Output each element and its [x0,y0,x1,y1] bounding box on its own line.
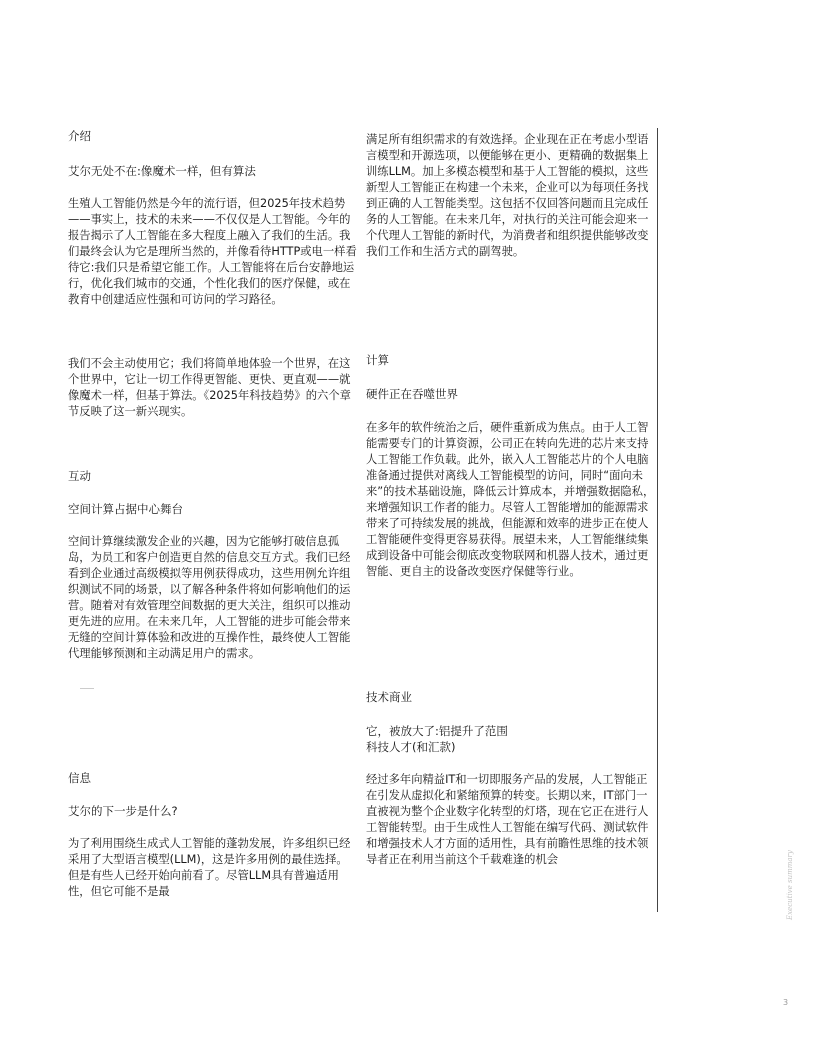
intro-para-1-wrap [68,196,358,308]
interaction-subheading: 空间计算占据中心舞台 [68,502,183,516]
biz-paragraph: 经过多年向精益IT和一切即服务产品的发展，人工智能正在引发从虚拟化和紧缩预算的转变。长期以来，IT部门一直被视为整个企业数字化转型的灯塔，现在它正在进行人工智能转型。由于生成性人工智能在编写代码、测试软件和增强技术人才方面的适用性，具有前瞻性思维的技术领导者正在利用当前这个千载难逢的机会 [366,773,649,866]
compute-paragraph: 在多年的软件统治之后，硬件重新成为焦点。由于人工智能需要专门的计算资源，公司正在转向先进的芯片来支持人工智能工作负载。此外，嵌入人工智能芯片的个人电脑准备通过提供对离线人工智能模型的访问，同时“面向未来”的技术基础设施，降低云计算成本，并增强数据隐私，来增强知识工作者的能力。尽管人工智能增加的能源需求带来了可持续发展的挑战，但能源和效率的进步正在使人工智能硬件变得更容易获得。展望未来，人工智能继续集成到设备中可能会彻底改变物联网和机器人技术，通过更智能、更自主的设备改变医疗保健等行业。 [366,421,655,578]
compute-heading: 计算 [366,353,389,367]
intro-paragraph-1: 生殖人工智能仍然是今年的流行语，但2025年技术趋势——事实上，技术的未来——不仅仅是人工智能。今年的报告揭示了人工智能在多大程度上融入了我们的生活。我们最终会认为它是理所当然的，并像看待HTTP或电一样看待它:我们只是希望它能工作。人工智能将在后台安静地运行，优化我们城市的交通，个性化我们的医疗保健，或在教育中创建适应性强和可访问的学习路径。 [68,197,357,306]
compute-para-wrap [366,420,656,580]
info-continued-wrap [366,132,656,260]
biz-section [366,689,656,705]
intro-para-2-wrap [68,356,358,420]
interaction-heading: 互动 [68,469,91,483]
intro-subheading-wrap [68,163,358,179]
intro-heading: 介绍 [68,129,91,143]
biz-subheading-wrap [366,723,656,755]
biz-heading: 技术商业 [366,690,412,704]
compute-subheading: 硬件正在吞噬世界 [366,387,458,401]
interaction-paragraph: 空间计算继续激发企业的兴趣，因为它能够打破信息孤岛，为员工和客户创造更自然的信息交互方式。我们已经看到企业通过高级模拟等用例获得成功，这些用例允许组织测试不同的场景，以了解各种条件将如何影响他们的运营。随着对有效管理空间数据的更大关注，组织可以推动更先进的应用。在未来几年，人工智能的进步可能会带来无缝的空间计算体验和改进的互操作性，最终使人工智能代理能够预测和主动满足用户的需求。 [68,535,351,660]
info-heading: 信息 [68,771,91,785]
interaction-para-wrap [68,534,358,662]
compute-subheading-wrap [366,386,656,402]
column-divider [657,128,658,912]
biz-para-wrap [366,772,656,868]
biz-subheading-2: 科技人才(和汇款) [366,740,456,754]
info-continued-paragraph: 满足所有组织需求的有效选择。企业现在正在考虑小型语言模型和开源选项，以便能够在更小、更精确的数据集上训练LLM。加上多模态模型和基于人工智能的模拟，这些新型人工智能正在构建一个未来，企业可以为每项任务找到正确的人工智能类型。这包括不仅回答问题而且完成任务的人工智能。在未来几年，对执行的关注可能会迎来一个代理人工智能的新时代，为消费者和组织提供能够改变我们工作和生活方式的副驾驶。 [366,133,649,258]
decorative-dash [80,688,94,689]
compute-section [366,352,656,368]
info-subheading: 艾尔的下一步是什么? [68,804,178,818]
side-running-text: Executive summary [786,850,794,920]
interaction-subheading-wrap [68,501,358,517]
intro-paragraph-2: 我们不会主动使用它；我们将简单地体验一个世界，在这个世界中，它让一切工作得更智能、更快、更直观——就像魔术一样，但基于算法。《2025年科技趋势》的六个章节反映了这一新兴现实。 [68,357,351,418]
intro-section [68,128,358,144]
intro-subheading: 艾尔无处不在:像魔术一样，但有算法 [68,164,256,178]
biz-subheading-1: 它，被放大了:铝提升了范围 [366,724,508,738]
interaction-section [68,468,358,484]
info-section [68,770,358,786]
info-para-wrap [68,836,358,900]
page-number: 3 [783,998,789,1007]
info-subheading-wrap [68,803,358,819]
info-paragraph: 为了利用围绕生成式人工智能的蓬勃发展，许多组织已经采用了大型语言模型(LLM)，这是许多用例的最佳选择。但是有些人已经开始向前看了。尽管LLM具有普遍适用性，但它可能不是最 [68,837,351,898]
